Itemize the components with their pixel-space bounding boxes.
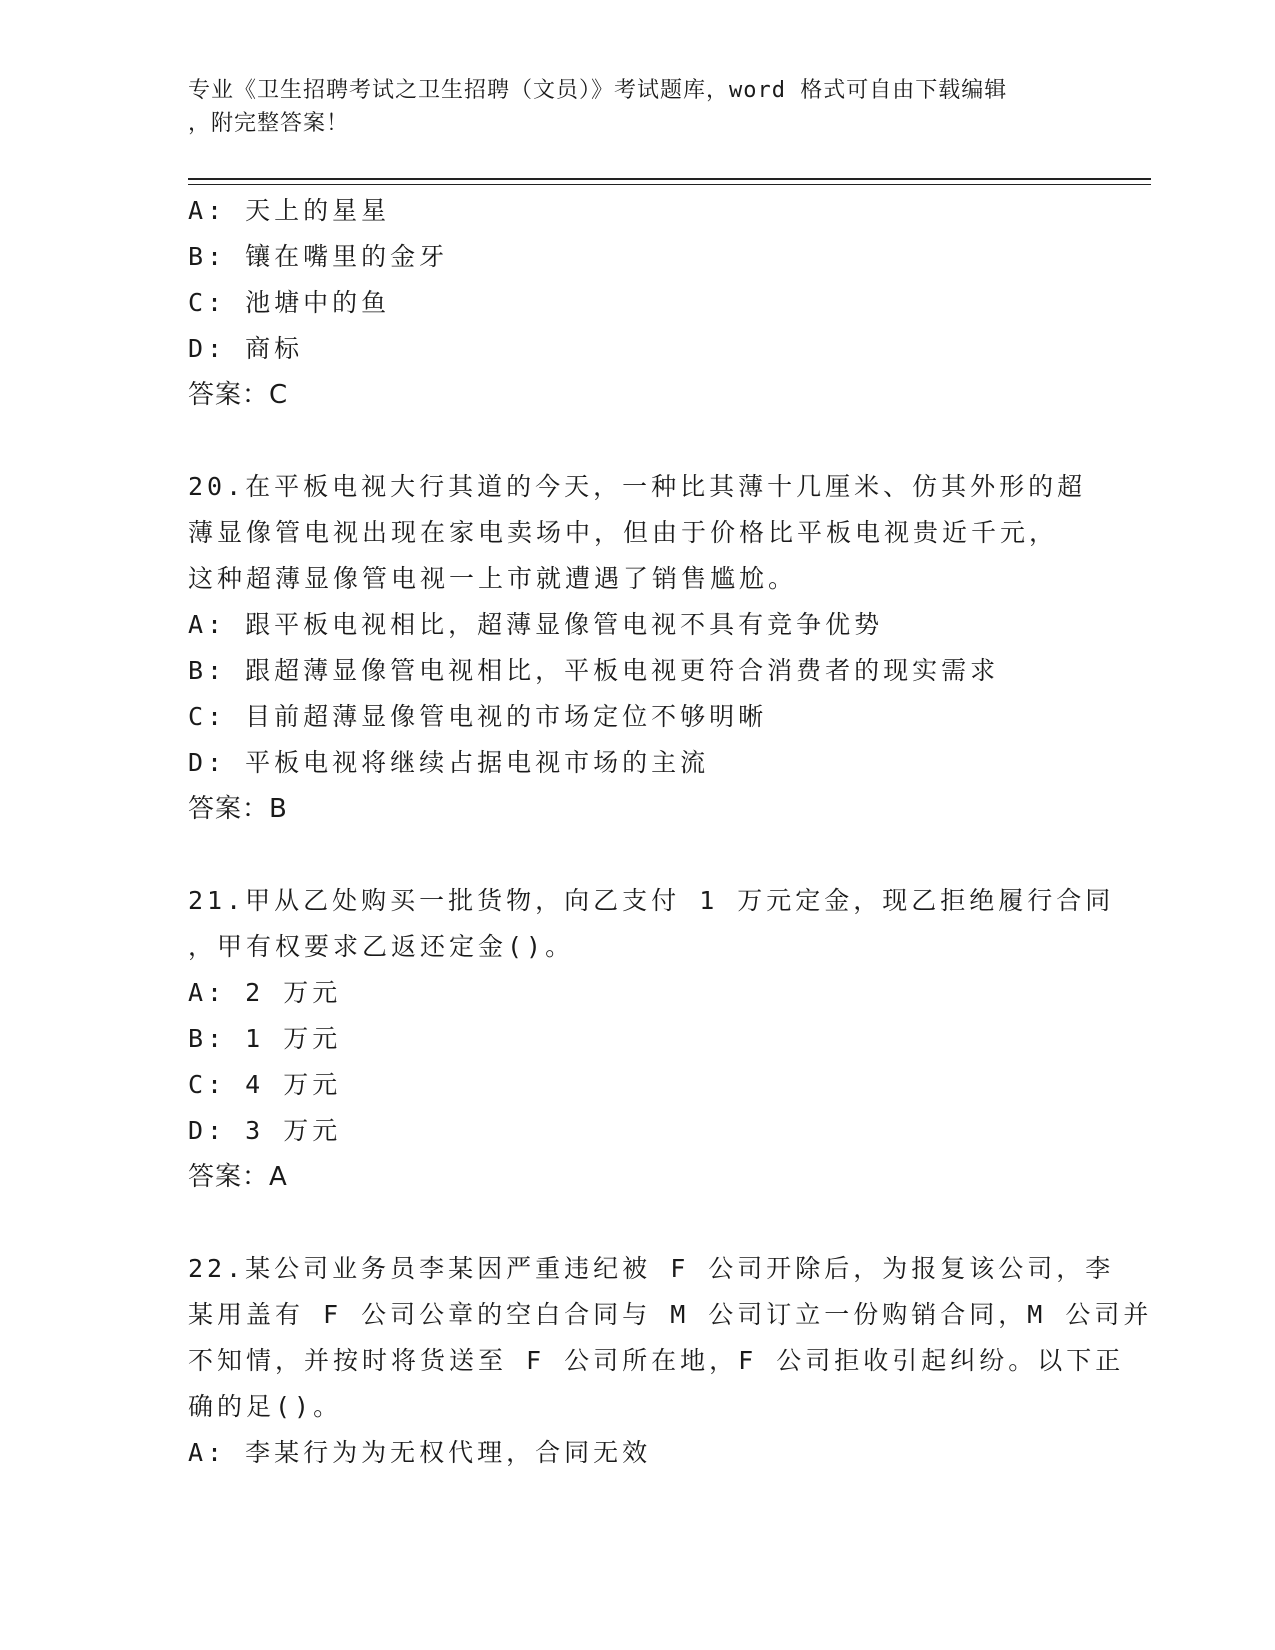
- header-rule-thick: [188, 178, 1151, 180]
- option-d: D: 平板电视将继续占据电视市场的主流: [188, 748, 710, 777]
- spacer: [188, 832, 1088, 878]
- question-stem-line: 22.某公司业务员李某因严重违纪被 F 公司开除后，为报复该公司，李: [188, 1254, 1115, 1283]
- question-stem-line: 20.在平板电视大行其道的今天，一种比其薄十几厘米、仿其外形的超: [188, 472, 1087, 501]
- option-b: B: 1 万元: [188, 1024, 342, 1053]
- question-stem-line: 确的足()。: [188, 1392, 343, 1421]
- option-c: C: 目前超薄显像管电视的市场定位不够明晰: [188, 702, 768, 731]
- answer-line: 答案：A: [188, 1162, 288, 1192]
- question-stem-line: 21.甲从乙处购买一批货物，向乙支付 1 万元定金，现乙拒绝履行合同: [188, 886, 1115, 915]
- option-a: A: 天上的星星: [188, 196, 391, 225]
- spacer: [188, 418, 1088, 464]
- question-stem-line: ，甲有权要求乙返还定金()。: [188, 932, 575, 961]
- answer-line: 答案：C: [188, 380, 289, 410]
- question-stem-line: 某用盖有 F 公司公章的空白合同与 M 公司订立一份购销合同，M 公司并: [188, 1300, 1153, 1329]
- header-line-2: ，附完整答案！: [188, 111, 350, 136]
- option-a: A: 李某行为为无权代理，合同无效: [188, 1438, 652, 1467]
- option-b: B: 镶在嘴里的金牙: [188, 242, 449, 271]
- header-line-1: 专业《卫生招聘考试之卫生招聘（文员）》考试题库，word 格式可自由下载编辑: [188, 78, 1008, 103]
- option-c: C: 4 万元: [188, 1070, 342, 1099]
- option-a: A: 跟平板电视相比，超薄显像管电视不具有竞争优势: [188, 610, 884, 639]
- question-stem-line: 不知情，并按时将货送至 F 公司所在地，F 公司拒收引起纠纷。以下正: [188, 1346, 1125, 1375]
- option-d: D: 3 万元: [188, 1116, 342, 1145]
- question-stem-line: 薄显像管电视出现在家电卖场中，但由于价格比平板电视贵近千元，: [188, 518, 1059, 547]
- question-list: [188, 188, 1153, 1476]
- option-a: A: 2 万元: [188, 978, 342, 1007]
- option-c: C: 池塘中的鱼: [188, 288, 391, 317]
- question-22: [188, 1246, 1153, 1476]
- option-b: B: 跟超薄显像管电视相比，平板电视更符合消费者的现实需求: [188, 656, 1000, 685]
- document-header: [188, 74, 1088, 140]
- question-stem-line: 这种超薄显像管电视一上市就遭遇了销售尴尬。: [188, 564, 798, 593]
- question-21: [188, 878, 1115, 1200]
- answer-line: 答案：B: [188, 794, 288, 824]
- question-19-continued: [188, 188, 1088, 418]
- header-rule-thin: [188, 184, 1151, 185]
- option-d: D: 商标: [188, 334, 304, 363]
- spacer: [188, 1200, 1088, 1246]
- question-20: [188, 464, 1088, 832]
